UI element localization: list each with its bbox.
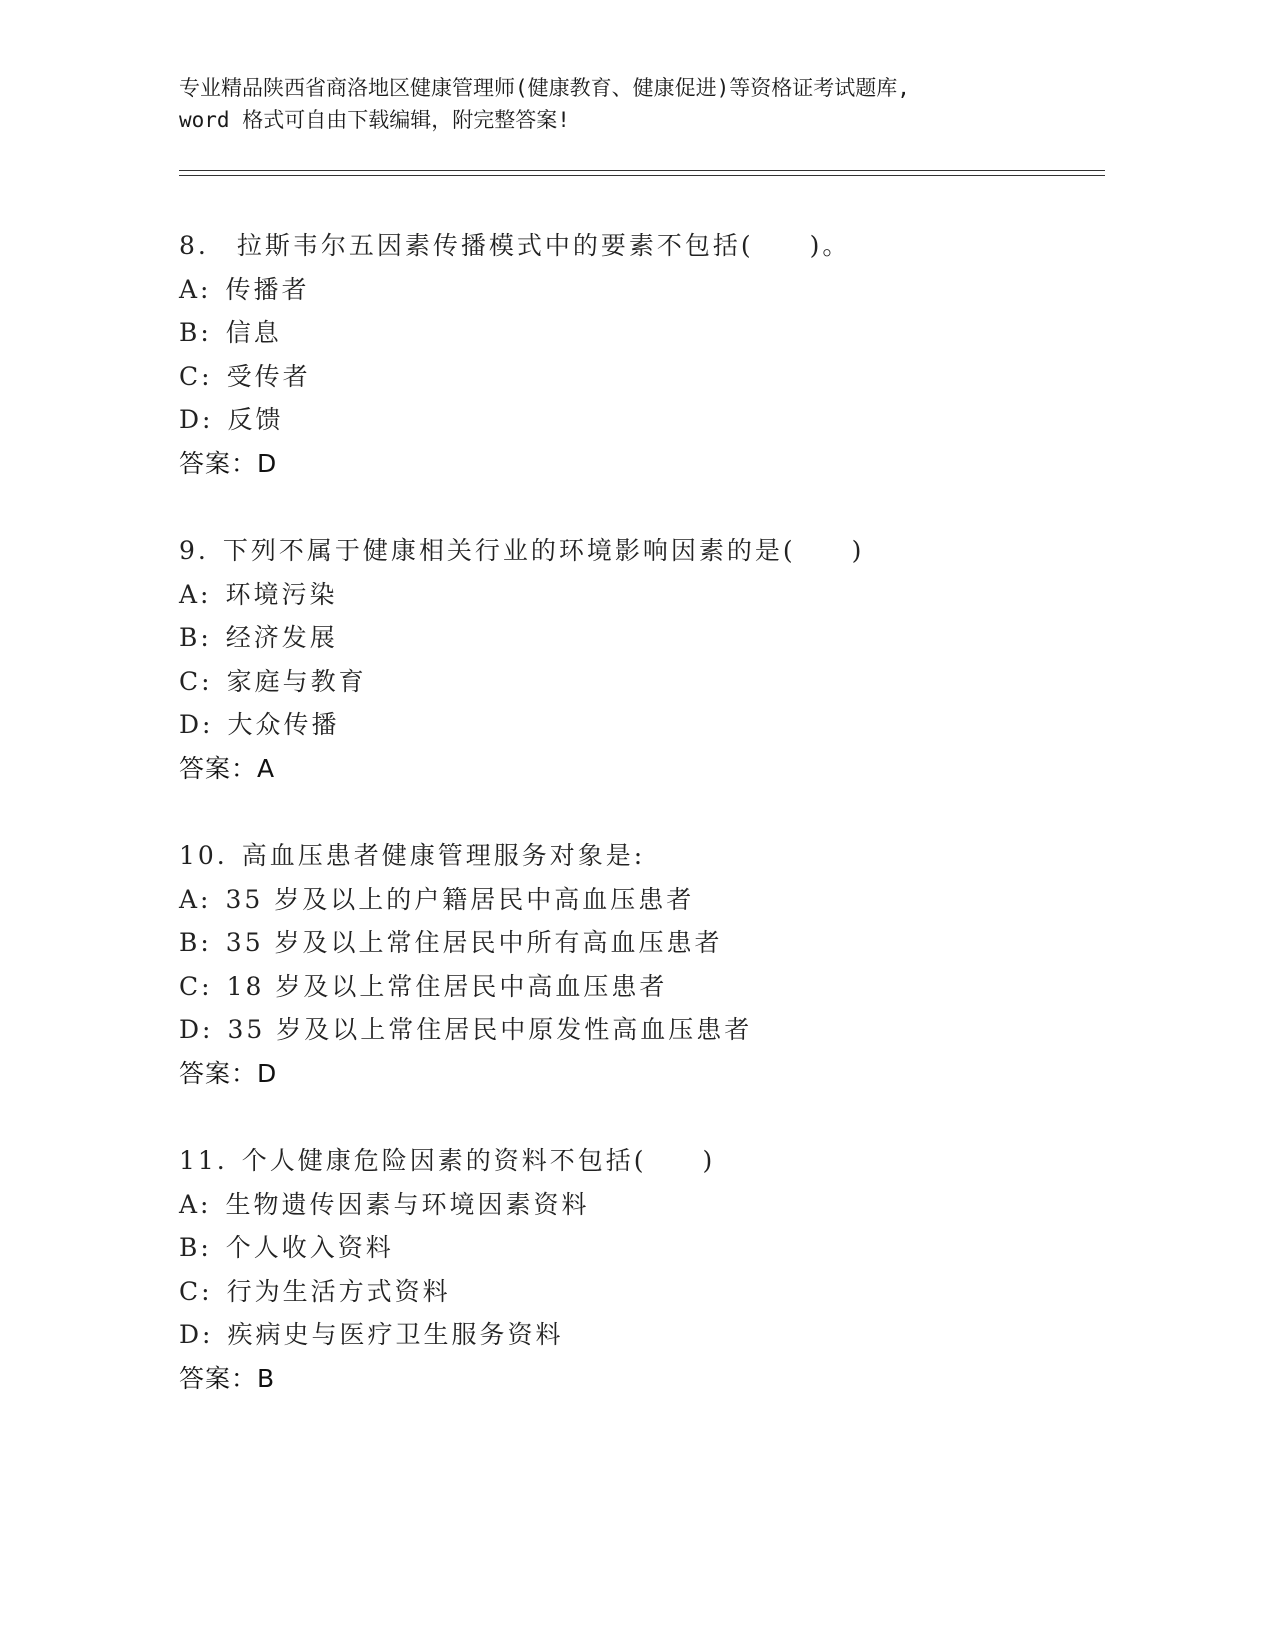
option-key: B: <box>179 318 212 348</box>
option-key: D: <box>179 710 214 740</box>
option-key: D: <box>179 1015 214 1045</box>
option-c <box>179 965 1109 1009</box>
option-a <box>179 878 1109 922</box>
option-text: 信息 <box>225 318 282 348</box>
option-key: A: <box>179 579 212 609</box>
option-d <box>179 703 1109 747</box>
option-text: 大众传播 <box>227 710 340 740</box>
option-b <box>179 616 1109 660</box>
option-key: C: <box>179 971 213 1001</box>
question-text: 高血压患者健康管理服务对象是: <box>241 841 646 870</box>
option-text: 受传者 <box>226 361 311 391</box>
option-key: B: <box>179 623 212 653</box>
option-text: 传播者 <box>225 274 310 304</box>
header-line-2: word 格式可自由下载编辑，附完整答案! <box>179 108 570 132</box>
option-key: A: <box>179 274 212 304</box>
option-text: 18 岁及以上常住居民中高血压患者 <box>226 971 668 1001</box>
option-text: 环境污染 <box>225 579 338 609</box>
option-text: 个人收入资料 <box>225 1233 394 1263</box>
option-text: 35 岁及以上的户籍居民中高血压患者 <box>225 884 695 914</box>
header-divider-top <box>179 170 1105 171</box>
question-number: 10. <box>179 841 228 870</box>
option-text: 行为生活方式资料 <box>226 1276 451 1306</box>
option-a <box>179 573 1109 617</box>
option-key: B: <box>179 1233 212 1263</box>
question-stem <box>179 529 1109 573</box>
question-stem <box>179 224 1109 268</box>
option-key: A: <box>179 884 212 914</box>
question-8 <box>179 224 1109 486</box>
option-d <box>179 1008 1109 1052</box>
question-9 <box>179 529 1109 791</box>
header-divider-bottom <box>179 175 1105 176</box>
option-c <box>179 1270 1109 1314</box>
answer-label: 答案：A <box>179 753 276 783</box>
option-text: 经济发展 <box>225 623 338 653</box>
option-a <box>179 268 1109 312</box>
option-c <box>179 660 1109 704</box>
option-key: B: <box>179 928 212 958</box>
option-a <box>179 1183 1109 1227</box>
question-number: 9. <box>179 536 209 565</box>
option-b <box>179 1226 1109 1270</box>
question-stem <box>179 1139 1109 1183</box>
option-text: 反馈 <box>227 405 284 435</box>
option-text: 家庭与教育 <box>226 666 367 696</box>
option-key: D: <box>179 405 214 435</box>
option-key: D: <box>179 1320 214 1350</box>
option-d <box>179 398 1109 442</box>
answer-label: 答案：D <box>179 1058 278 1088</box>
header-line-1: 专业精品陕西省商洛地区健康管理师(健康教育、健康促进)等资格证考试题库, <box>179 76 910 100</box>
option-text: 生物遗传因素与环境因素资料 <box>225 1189 590 1219</box>
question-text: 下列不属于健康相关行业的环境影响因素的是( ) <box>222 536 865 565</box>
option-c <box>179 355 1109 399</box>
answer-label: 答案：B <box>179 1363 276 1393</box>
option-b <box>179 311 1109 355</box>
option-text: 35 岁及以上常住居民中所有高血压患者 <box>225 928 723 958</box>
question-number: 11. <box>179 1146 228 1175</box>
answer-label: 答案：D <box>179 448 278 478</box>
option-key: C: <box>179 361 213 391</box>
question-stem <box>179 834 1109 878</box>
option-key: C: <box>179 1276 213 1306</box>
option-b <box>179 921 1109 965</box>
option-text: 疾病史与医疗卫生服务资料 <box>227 1320 564 1350</box>
option-d <box>179 1313 1109 1357</box>
question-text: 个人健康危险因素的资料不包括( ) <box>241 1146 716 1175</box>
document-header <box>179 72 1109 136</box>
option-key: C: <box>179 666 213 696</box>
option-text: 35 岁及以上常住居民中原发性高血压患者 <box>227 1015 753 1045</box>
question-10 <box>179 834 1109 1096</box>
question-text: 拉斯韦尔五因素传播模式中的要素不包括( )。 <box>236 231 851 260</box>
question-number: 8. <box>179 231 209 260</box>
option-key: A: <box>179 1189 212 1219</box>
question-11 <box>179 1139 1109 1401</box>
